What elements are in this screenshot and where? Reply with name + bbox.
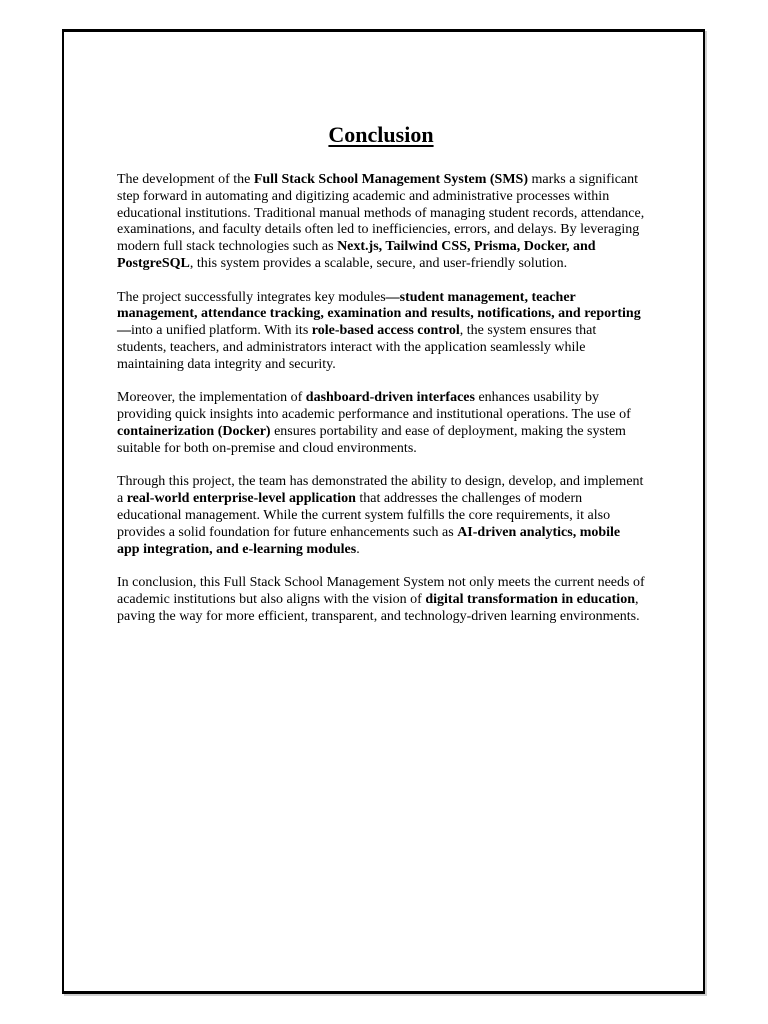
body-text: , the system ensures that students, teachers, and administrators interact with the application seamlessly while maintaining data integrity and security.: [117, 323, 597, 372]
body-text: , paving the way for more efficient, transparent, and technology-driven learning environments.: [117, 591, 640, 624]
body-text: Moreover, the implementation of: [117, 390, 306, 406]
bold-text: Full Stack School Management System (SMS): [253, 172, 529, 187]
bold-text: —student management, teacher management, attendance tracking, examination and results, notifications, and reporting—: [117, 289, 641, 339]
body-text: .: [356, 541, 360, 557]
body-text: Through this project, the team has demonstrated the ability to design, develop, and implement a: [117, 474, 644, 507]
bold-text: digital transformation in education: [425, 591, 635, 607]
bold-text: role-based access control: [311, 323, 460, 339]
body-text: The project successfully integrates key modules: [117, 289, 386, 305]
paragraph: [117, 172, 645, 273]
body-text: ensures portability and ease of deployment, making the system suitable for both on-premise and cloud environments.: [117, 423, 626, 456]
bold-text: AI-driven analytics, mobile app integration, and e-learning modules: [117, 524, 621, 557]
body-text: The development of the: [117, 172, 254, 187]
body-text: enhances usability by providing quick insights into academic performance and institutional operations. The use of: [117, 390, 631, 423]
paragraph: [117, 290, 645, 374]
bold-text: dashboard-driven interfaces: [305, 390, 475, 406]
paragraph: [117, 390, 645, 457]
bold-text: real-world enterprise-level application: [126, 491, 356, 507]
bold-text: Next.js, Tailwind CSS, Prisma, Docker, and PostgreSQL: [117, 239, 596, 271]
page-title: Conclusion: [328, 122, 434, 147]
body-text: marks a significant step forward in automating and digitizing academic and administrative processes within educational institutions. Traditional manual methods of managing student records, attendance, examinations, and faculty details often led to inefficiencies, errors, and delays. By leveraging modern full stack technologies such as: [117, 172, 645, 255]
body-text: into a unified platform. With its: [131, 323, 312, 339]
body-text: , this system provides a scalable, secure, and user-friendly solution.: [189, 255, 568, 271]
body-text: that addresses the challenges of modern educational management. While the current system fulfills the core requirements, it also provides a solid foundation for future enhancements such as: [117, 491, 611, 540]
bold-text: containerization (Docker): [117, 423, 271, 439]
body-text: In conclusion, this Full Stack School Management System not only meets the current needs of academic institutions but also aligns with the vision of: [117, 575, 645, 607]
document-body: [117, 120, 645, 642]
paragraph: [117, 575, 645, 625]
paragraph: [117, 474, 645, 558]
paragraph-container: [117, 172, 645, 626]
